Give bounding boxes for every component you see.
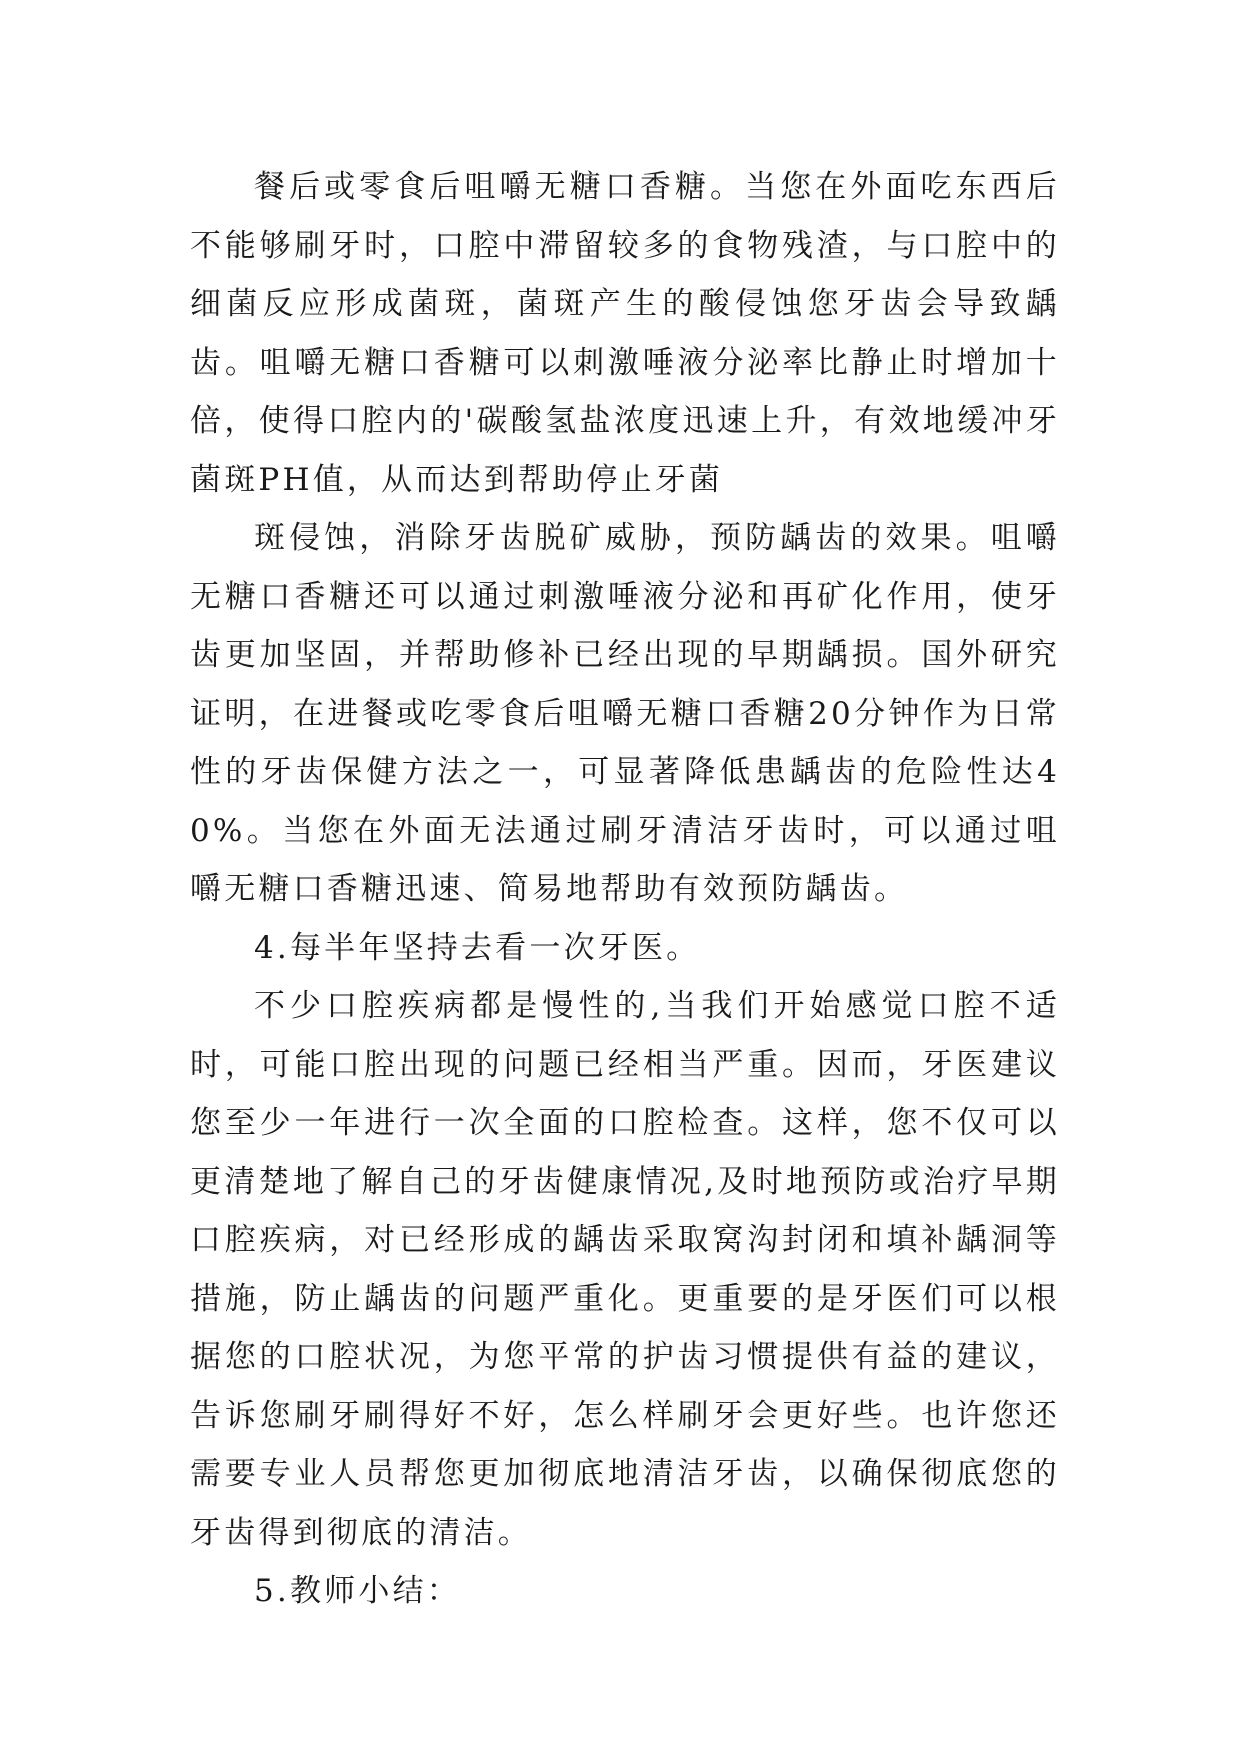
paragraph-gum-benefits: 餐后或零食后咀嚼无糖口香糖。当您在外面吃东西后不能够刷牙时，口腔中滞留较多的食物残渣，与口腔中的细菌反应形成菌斑，菌斑产生的酸侵蚀您牙齿会导致龋齿。咀嚼无糖口香糖可以刺激唾液分泌率比静止时增加十倍，使得口腔内的'碳酸氢盐浓度迅速上升，有效地缓冲牙菌斑PH值，从而达到帮助停止牙菌: [190, 169, 1060, 498]
paragraph-heading-teacher-summary: 5.教师小结：: [254, 1573, 461, 1609]
paragraph-gum-effects: 斑侵蚀，消除牙齿脱矿威胁，预防龋齿的效果。咀嚼无糖口香糖还可以通过刺激唾液分泌和再矿化作用，使牙齿更加坚固，并帮助修补已经出现的早期龋损。国外研究证明，在进餐或吃零食后咀嚼无糖口香糖20分钟作为日常性的牙齿保健方法之一，可显著降低患龋齿的危险性达40%。当您在外面无法通过刷牙清洁牙齿时，可以通过咀嚼无糖口香糖迅速、简易地帮助有效预防龋齿。: [190, 520, 1060, 907]
document-page: [190, 158, 1060, 1718]
paragraph-dentist-advice: 不少口腔疾病都是慢性的,当我们开始感觉口腔不适时，可能口腔出现的问题已经相当严重。因而，牙医建议您至少一年进行一次全面的口腔检查。这样，您不仅可以更清楚地了解自己的牙齿健康情况,及时地预防或治疗早期口腔疾病，对已经形成的龋齿采取窝沟封闭和填补龋洞等措施，防止龋齿的问题严重化。更重要的是牙医们可以根据您的口腔状况，为您平常的护齿习惯提供有益的建议，告诉您刷牙刷得好不好，怎么样刷牙会更好些。也许您还需要专业人员帮您更加彻底地清洁牙齿，以确保彻底您的牙齿得到彻底的清洁。: [190, 988, 1060, 1551]
paragraph-heading-dentist-visit: 4.每半年坚持去看一次牙医。: [254, 929, 701, 966]
